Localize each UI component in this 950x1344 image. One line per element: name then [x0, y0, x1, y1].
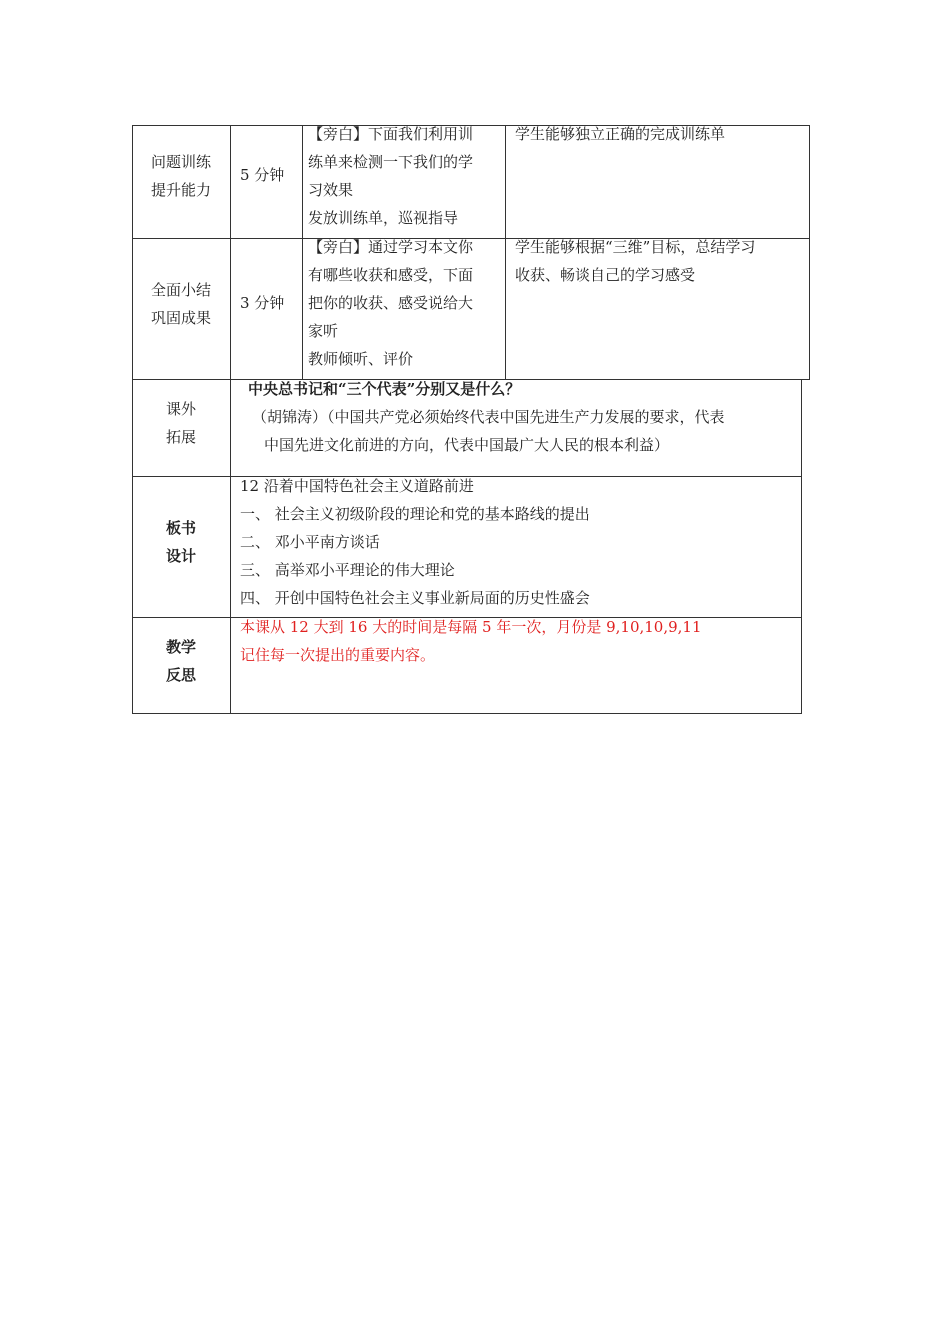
board-item: 四、 开创中国特色社会主义事业新局面的历史性盛会: [240, 589, 590, 607]
row1-teacher-activity: 【旁白】下面我们利用训 练单来检测一下我们的学 习效果 发放训练单，巡视指导: [308, 125, 474, 227]
row2-stage-label: 全面小结 巩固成果: [150, 281, 211, 327]
row2-time: 3 分钟: [240, 294, 285, 312]
board-title: 12 沿着中国特色社会主义道路前进: [240, 477, 474, 495]
lower-col-divider: [230, 380, 231, 714]
extension-answer-line-2: 中国先进文化前进的方向，代表中国最广大人民的根本利益）: [264, 436, 670, 454]
extension-question: 中央总书记和“三个代表”分别又是什么？: [248, 380, 521, 398]
upper-col-divider-2: [302, 125, 303, 380]
board-item: 二、 邓小平南方谈话: [240, 533, 380, 551]
extension-label: 课外 拓展: [165, 400, 196, 446]
row1-stage-label: 问题训练 提升能力: [150, 153, 211, 199]
row2-student-activity: 学生能够根据“三维”目标，总结学习 收获、畅谈自己的学习感受: [515, 238, 756, 284]
extension-answer-line-1: （胡锦涛）（中国共产党必须始终代表中国先进生产力发展的要求，代表: [252, 408, 725, 426]
board-item: 一、 社会主义初级阶段的理论和党的基本路线的提出: [240, 505, 590, 523]
board-item: 三、 高举邓小平理论的伟大理论: [240, 561, 455, 579]
board-lines: [240, 472, 590, 612]
row1-time: 5 分钟: [240, 166, 285, 184]
reflection-label: 教学 反思: [165, 638, 196, 684]
reflection-lines: 本课从 12 大到 16 大的时间是每隔 5 年一次，月份是 9,10,10,9,11 记住每一次提出的重要内容。: [240, 618, 702, 664]
upper-col-divider-1: [230, 125, 231, 380]
upper-col-divider-3: [505, 125, 506, 380]
board-label: 板书 设计: [165, 519, 196, 565]
row1-student-activity: 学生能够独立正确的完成训练单: [515, 125, 726, 143]
row2-teacher-activity: 【旁白】通过学习本文你 有哪些收获和感受，下面 把你的收获、感受说给大 家听 教师倾听、评价: [308, 238, 474, 368]
